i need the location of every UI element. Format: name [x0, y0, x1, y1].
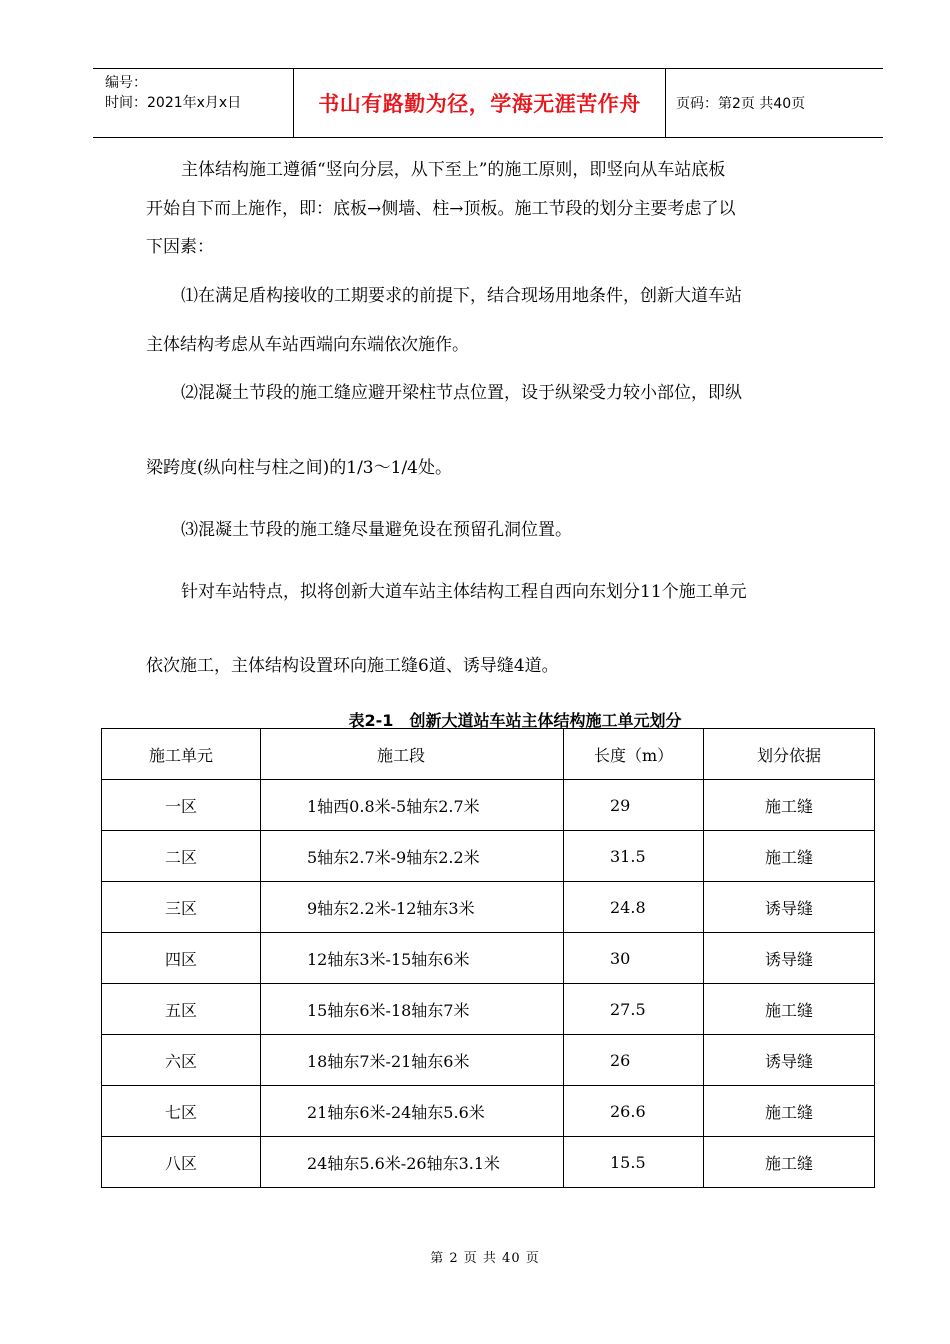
- paragraph-line: 开始自下而上施作，即：底板→侧墙、柱→顶板。施工节段的划分主要考虑了以: [146, 199, 736, 219]
- paragraph-line: 下因素：: [146, 237, 214, 257]
- table-row: [102, 984, 875, 1035]
- paragraph-line: ⑵混凝土节段的施工缝应避开梁柱节点位置，设于纵梁受力较小部位，即纵: [181, 383, 742, 403]
- length-cell: 27.5: [564, 984, 704, 1035]
- table-header-row: [102, 729, 875, 780]
- paragraph-line: 依次施工，主体结构设置环向施工缝6道、诱导缝4道。: [146, 656, 559, 676]
- segment-cell: 1轴西0.8米-5轴东2.7米: [261, 780, 564, 831]
- length-cell: 30: [564, 933, 704, 984]
- header-page-info: 页码：第2页 共40页: [676, 96, 806, 112]
- segment-cell: 18轴东7米-21轴东6米: [261, 1035, 564, 1086]
- unit-cell: 四区: [102, 933, 261, 984]
- paragraph-line: 针对车站特点，拟将创新大道车站主体结构工程自西向东划分11个施工单元: [181, 582, 747, 602]
- table-row: [102, 780, 875, 831]
- document-time: 时间：2021年x月x日: [105, 95, 242, 111]
- column-header: 长度（m）: [564, 729, 704, 780]
- table-row: [102, 882, 875, 933]
- document-number-label: 编号：: [105, 75, 147, 91]
- basis-cell: 施工缝: [704, 1086, 875, 1137]
- table-row: [102, 1086, 875, 1137]
- table-row: [102, 831, 875, 882]
- basis-cell: 诱导缝: [704, 882, 875, 933]
- length-cell: 31.5: [564, 831, 704, 882]
- table-row: [102, 1137, 875, 1188]
- unit-cell: 八区: [102, 1137, 261, 1188]
- length-cell: 29: [564, 780, 704, 831]
- segment-cell: 15轴东6米-18轴东7米: [261, 984, 564, 1035]
- basis-cell: 诱导缝: [704, 1035, 875, 1086]
- page-footer: 第 2 页 共 40 页: [430, 1251, 540, 1266]
- header-motto: 书山有路勤为径，学海无涯苦作舟: [294, 69, 666, 137]
- table-caption: 表2-1 创新大道站车站主体结构施工单元划分: [348, 711, 682, 730]
- column-header: 划分依据: [704, 729, 875, 780]
- unit-cell: 三区: [102, 882, 261, 933]
- segment-cell: 5轴东2.7米-9轴东2.2米: [261, 831, 564, 882]
- unit-cell: 五区: [102, 984, 261, 1035]
- basis-cell: 施工缝: [704, 780, 875, 831]
- paragraph-line: 主体结构考虑从车站西端向东端依次施作。: [146, 335, 469, 355]
- unit-cell: 二区: [102, 831, 261, 882]
- segment-cell: 9轴东2.2米-12轴东3米: [261, 882, 564, 933]
- length-cell: 26.6: [564, 1086, 704, 1137]
- paragraph-line: ⑶混凝土节段的施工缝尽量避免设在预留孔洞位置。: [181, 520, 572, 540]
- construction-units-table: [101, 728, 875, 1188]
- length-cell: 24.8: [564, 882, 704, 933]
- segment-cell: 24轴东5.6米-26轴东3.1米: [261, 1137, 564, 1188]
- basis-cell: 施工缝: [704, 1137, 875, 1188]
- basis-cell: 施工缝: [704, 984, 875, 1035]
- paragraph-line: 主体结构施工遵循“竖向分层，从下至上”的施工原则，即竖向从车站底板: [181, 160, 726, 180]
- segment-cell: 12轴东3米-15轴东6米: [261, 933, 564, 984]
- segment-cell: 21轴东6米-24轴东5.6米: [261, 1086, 564, 1137]
- page-header: [93, 68, 883, 138]
- table-row: [102, 933, 875, 984]
- header-meta: [93, 69, 294, 137]
- column-header: 施工段: [261, 729, 564, 780]
- paragraph-line: 梁跨度(纵向柱与柱之间)的1/3～1/4处。: [146, 458, 452, 478]
- length-cell: 15.5: [564, 1137, 704, 1188]
- paragraph-line: ⑴在满足盾构接收的工期要求的前提下，结合现场用地条件，创新大道车站: [181, 286, 742, 306]
- table-row: [102, 1035, 875, 1086]
- unit-cell: 七区: [102, 1086, 261, 1137]
- basis-cell: 施工缝: [704, 831, 875, 882]
- column-header: 施工单元: [102, 729, 261, 780]
- unit-cell: 一区: [102, 780, 261, 831]
- length-cell: 26: [564, 1035, 704, 1086]
- basis-cell: 诱导缝: [704, 933, 875, 984]
- unit-cell: 六区: [102, 1035, 261, 1086]
